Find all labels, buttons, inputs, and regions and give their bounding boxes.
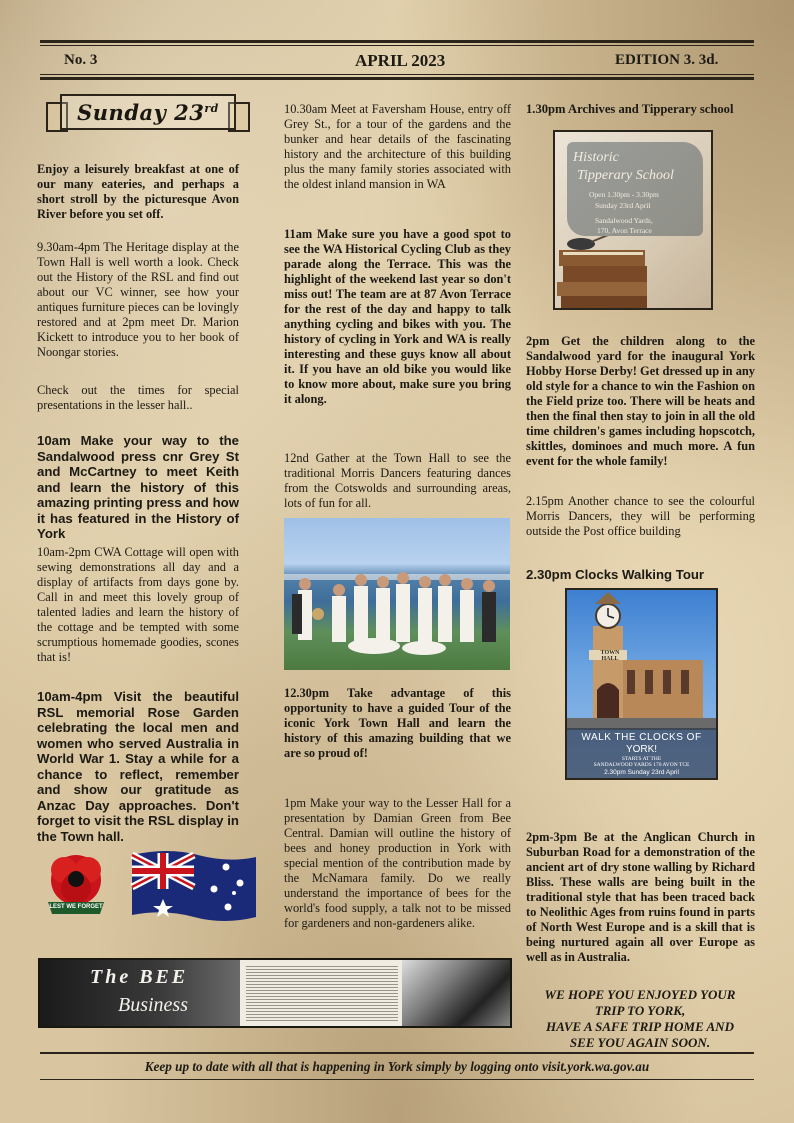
closing-line-1: WE HOPE YOU ENJOYED YOUR bbox=[544, 987, 736, 1002]
australian-flag-image bbox=[128, 845, 260, 927]
col1-cwa-cottage: 10am-2pm CWA Cottage will open with sewing demonstrations all day and a display of artifacts from days gone by. Call in and meet this lovely group of talented ladies and learn the history of the cottage and be tempted with some scrumptious homemade goodies, scones that is! bbox=[37, 545, 239, 664]
bee-strip-title-1: The BEE bbox=[90, 966, 189, 988]
tipperary-line-2: Sunday 23rd April bbox=[595, 201, 651, 210]
header-bottom-rule bbox=[40, 77, 754, 80]
closing-message bbox=[520, 987, 760, 1051]
morris-dancers-photo bbox=[284, 518, 510, 670]
town-hall-sign: TOWN HALL bbox=[600, 650, 620, 662]
col1-heritage-display: 9.30am-4pm The Heritage display at the Town Hall is well worth a look. Check out the History of the RSL and find out about our VC winner, see how your antiques furniture pieces can be lovingly restored and at 2pm meet Dr. Marion Kickett to introduce you to her book of Noongar stories. bbox=[37, 240, 239, 359]
edition-label: EDITION 3. 3d. bbox=[615, 52, 719, 68]
clock-card-line-4: SANDALWOOD YARDS 170 AVON TCE bbox=[593, 762, 690, 768]
tipperary-school-card bbox=[553, 130, 713, 310]
col3-hobby-horse-derby: 2pm Get the children along to the Sandalwood yard for the inaugural York Hobby Horse Derby! Get dressed up in any old style for a chance to win the Fashion on the Field prize too. There will be heats and then the final then stay to join in all the old time children's games including hopscotch, skittles, dominoes and much more. A fun event for the whole family! bbox=[526, 334, 755, 468]
bee-strip-title-2: Business bbox=[118, 994, 188, 1016]
col2-cycling-club: 11am Make sure you have a good spot to see the WA Historical Cycling Club as they parade along the Terrace. This was the highlight of the weekend last year so don't miss out! The team are at 87 Avon Terrace for the rest of the day and happy to talk anything cycling and bikes with you. The history of cycling in York and WA is really interesting and these guys know all about it. If you have an old bike you would like to know more about, make sure you bring it along. bbox=[284, 227, 511, 406]
bee-strip-article-text bbox=[246, 964, 398, 1022]
tipperary-line-4: 170, Avon Terrace bbox=[597, 226, 652, 235]
header-bottom-rule-thin bbox=[40, 74, 754, 75]
issue-number: No. 3 bbox=[64, 52, 98, 68]
col2-faversham-house: 10.30am Meet at Faversham House, entry off Grey St., for a tour of the gardens and the bunker and hear details of the fascinating history and the architecture of this building plus the many family stories associated with the oldest inland mansion in WA bbox=[284, 102, 511, 191]
footer-text: Keep up to date with all that is happening in York simply by logging onto visit.york.wa.gov.au bbox=[144, 1059, 650, 1074]
tipperary-title-1: Historic bbox=[573, 150, 619, 165]
col1-special-presentations: Check out the times for special presentations in the lesser hall.. bbox=[37, 383, 239, 412]
books-stack-icon bbox=[555, 236, 713, 310]
header-top-rule-thin bbox=[40, 45, 754, 46]
sunday-banner bbox=[60, 94, 236, 130]
clock-card-line-2: YORK! bbox=[625, 744, 658, 755]
clock-card-line-5: 2.30pm Sunday 23rd April bbox=[604, 769, 679, 776]
col2-bee-central: 1pm Make your way to the Lesser Hall for a presentation by Damian Green from Bee Central. Damian will outline the history of bees and honey production in York with special mention of the contribution made by the McNamara family. Do we really understand the importance of bees for the world's food supply, a talk not to be missed for gardeners and non-gardeners alike. bbox=[284, 796, 511, 930]
col3-archives-heading: 1.30pm Archives and Tipperary school bbox=[526, 102, 734, 116]
header-top-rule bbox=[40, 40, 754, 43]
col1-intro: Enjoy a leisurely breakfast at one of our many eateries, and perhaps a short stroll by the picturesque Avon River before you set off. bbox=[37, 162, 239, 221]
col1-sandalwood-press: 10am Make your way to the Sandalwood press cnr Grey St and McCartney to meet Keith and learn the history of this amazing printing press and how it has featured in the History of York bbox=[37, 433, 239, 541]
morris-dancers-figures bbox=[284, 518, 510, 670]
tipperary-line-3: Sandalwood Yards, bbox=[595, 216, 653, 225]
col2-morris-dancers: 12nd Gather at the Town Hall to see the traditional Morris Dancers featuring dances from the Cotswolds and surrounding areas, lots of fun for all. bbox=[284, 451, 511, 510]
poppy-ribbon-text: LEST WE FORGET bbox=[49, 904, 103, 910]
footer-bottom-rule bbox=[40, 1079, 754, 1080]
closing-line-2: TRIP TO YORK, bbox=[594, 1003, 686, 1018]
poppy-image bbox=[42, 850, 110, 922]
poppy-icon bbox=[42, 850, 110, 922]
col3-dry-stone-walling: 2pm-3pm Be at the Anglican Church in Suburban Road for a demonstration of the ancient art of dry stone walling by Richard Bliss. These walls are being built in the traditional style that has been traced back to Neolithic Ages from ruins found in parts of North West Europe and is a skill that is being nurtured again all over Europe as well as in Australia. bbox=[526, 830, 755, 964]
tipperary-title-2: Tipperary School bbox=[577, 168, 674, 183]
bee-strip-photo-right bbox=[402, 960, 510, 1026]
clock-tour-card bbox=[565, 588, 718, 780]
col1-rsl-rose-garden: 10am-4pm Visit the beautiful RSL memorial Rose Garden celebrating the local men and women who served Australia in World War 1. Stay a while for a chance to reflect, remember and show our gratitude as Anzac Day approaches. Don't forget to visit the RSL display in the Town hall. bbox=[37, 689, 239, 844]
town-hall-building-icon bbox=[567, 590, 718, 730]
issue-date: APRIL 2023 bbox=[355, 51, 446, 70]
tipperary-line-1: Open 1.30pm - 3.30pm bbox=[589, 190, 659, 199]
col3-clocks-walking-tour: 2.30pm Clocks Walking Tour bbox=[526, 567, 705, 582]
clock-card-line-3: STARTS AT THE bbox=[621, 756, 662, 762]
closing-line-3: HAVE A SAFE TRIP HOME AND bbox=[546, 1019, 734, 1034]
col3-morris-dancers-again: 2.15pm Another chance to see the colourful Morris Dancers, they will be performing outside the Post office building bbox=[526, 494, 755, 538]
footer-top-rule bbox=[40, 1052, 754, 1054]
bee-business-strip bbox=[38, 958, 512, 1028]
clock-card-line-1: WALK THE CLOCKS OF bbox=[581, 732, 702, 743]
australian-flag-icon bbox=[128, 845, 260, 927]
col2-town-hall-tour: 12.30pm Take advantage of this opportunity to have a guided Tour of the iconic York Town Hall and learn the history of this amazing building that we are so proud of! bbox=[284, 686, 511, 760]
banner-day: Sunday 23rd bbox=[77, 99, 219, 125]
closing-line-4: SEE YOU AGAIN SOON. bbox=[569, 1035, 711, 1050]
